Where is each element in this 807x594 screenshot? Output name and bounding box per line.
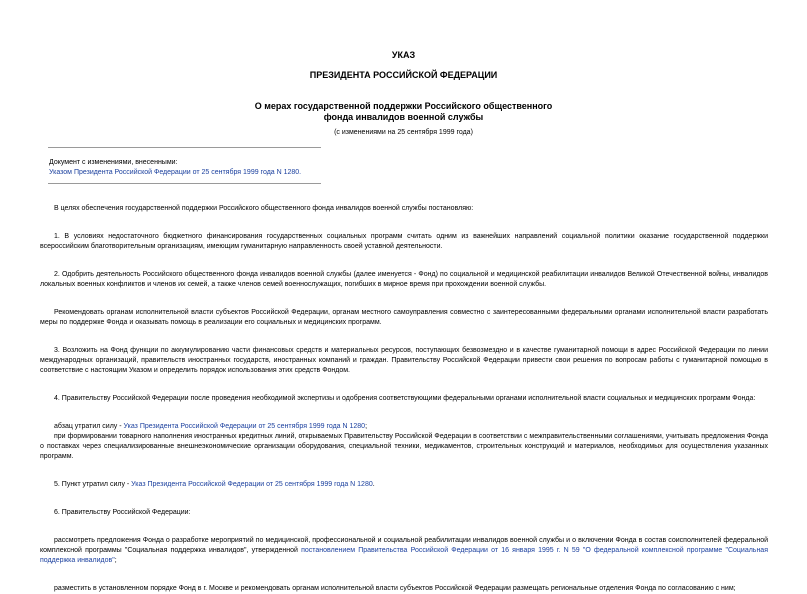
paragraph-6: 6. Правительству Российской Федерации: bbox=[54, 509, 191, 516]
decree-issuer: ПРЕЗИДЕНТА РОССИЙСКОЙ ФЕДЕРАЦИИ bbox=[309, 70, 498, 80]
editions-block bbox=[49, 158, 301, 178]
subject-line-1: О мерах государственной поддержки Российского общественного bbox=[254, 101, 553, 111]
repeal-link-4a[interactable]: Указ Президента Российской Федерации от 25 сентября 1999 года N 1280 bbox=[123, 423, 366, 430]
decree-title: УКАЗ bbox=[391, 50, 416, 60]
paragraph-2-recommendation: Рекомендовать органам исполнительной власти субъектов Российской Федерации, органам местного самоуправления совместно с заинтересованными федеральными органами исполнительной власти разработать меры по поддержке Фонда и оказывать помощь в реализации его социальных и медицинских программ. bbox=[40, 309, 768, 326]
amendment-note: (с изменениями на 25 сентября 1999 года) bbox=[334, 129, 473, 136]
editions-link[interactable]: Указом Президента Российской Федерации от 25 сентября 1999 года N 1280. bbox=[49, 169, 302, 176]
paragraph-5: 5. Пункт утратил силу - Указ Президента Российской Федерации от 25 сентября 1999 года N 1280. bbox=[54, 481, 375, 488]
paragraph-2: 2. Одобрить деятельность Российского общественного фонда инвалидов военной службы (далее именуется - Фонд) по социальной и медицинской реабилитации инвалидов Великой Отечественной войны, инвалидов локальных военных конфликтов и членов их семей, а также членов семей военнослужащих, погибших в мирное время при прохождении военной службы. bbox=[40, 271, 768, 288]
paragraph-6b: разместить в установленном порядке Фонд в г. Москве и рекомендовать органам исполнительной власти субъектов Российской Федерации размещать региональные отделения Фонда по согласованию с ним; bbox=[54, 585, 736, 592]
paragraph-4a: абзац утратил силу - Указ Президента Российской Федерации от 25 сентября 1999 года N 1280; bbox=[54, 423, 368, 430]
editions-label: Документ с изменениями, внесенными: bbox=[49, 159, 178, 166]
paragraph-3: 3. Возложить на Фонд функции по аккумулированию части финансовых средств и материальных ресурсов, поступающих безвозмездно и в качестве гуманитарной помощи в адрес Российской Федерации по линии международных организаций, правительств иностранных государств, иностранных компаний и граждан. Правительству Российской Федерации привести свои решения по вопросам работы с гуманитарной помощью в соответствие с настоящим Указом и определить порядок использования этих средств Фондом. bbox=[40, 347, 768, 374]
repeal-link-5[interactable]: Указ Президента Российской Федерации от 25 сентября 1999 года N 1280 bbox=[131, 481, 373, 488]
decree-subject bbox=[0, 101, 807, 123]
paragraph-6a: рассмотреть предложения Фонда о разработке мероприятий по медицинской, профессиональной и социальной реабилитации инвалидов военной службы и о включении Фонда в состав соисполнителей федеральной комплексной программы "Социальная поддержка инвалидов", утвержденной постановлением Правительства Российской Федерации от 16 января 1995 г. N 59 "О федеральной комплексной программе "Социальная поддержка инвалидов"; bbox=[40, 537, 768, 564]
paragraph-4: 4. Правительству Российской Федерации после проведения необходимой экспертизы и одобрения соответствующими федеральными органами исполнительной власти социальных и медицинских программ Фонда: bbox=[54, 395, 756, 402]
resolution-link[interactable]: постановлением Правительства Российской Федерации от 16 января 1995 г. N 59 "О федеральной комплексной программе "Социальная поддержка инвалидов" bbox=[40, 547, 768, 564]
paragraph-4b: при формировании товарного наполнения иностранных кредитных линий, открываемых Правительству Российской Федерации в соответствии с межправительственными соглашениями, учитывать предложения Фонда о поставках через специализированные внешнеэкономические организации оборудования, специальной техники, медикаментов, строительных конструкций и материалов, необходимых для осуществления указанных программ. bbox=[40, 433, 768, 460]
paragraph-1: 1. В условиях недостаточного бюджетного финансирования государственных социальных программ считать одним из важнейших направлений социальной политики оказание государственной поддержки всероссийским благотворительным организациям, имеющим гуманитарную направленность своей уставной деятельности. bbox=[40, 233, 768, 250]
preamble: В целях обеспечения государственной поддержки Российского общественного фонда инвалидов военной службы постановляю: bbox=[54, 205, 474, 212]
subject-line-2: фонда инвалидов военной службы bbox=[323, 112, 484, 122]
divider-top bbox=[48, 147, 321, 148]
divider-bottom bbox=[48, 183, 321, 184]
decree-body bbox=[40, 204, 768, 594]
